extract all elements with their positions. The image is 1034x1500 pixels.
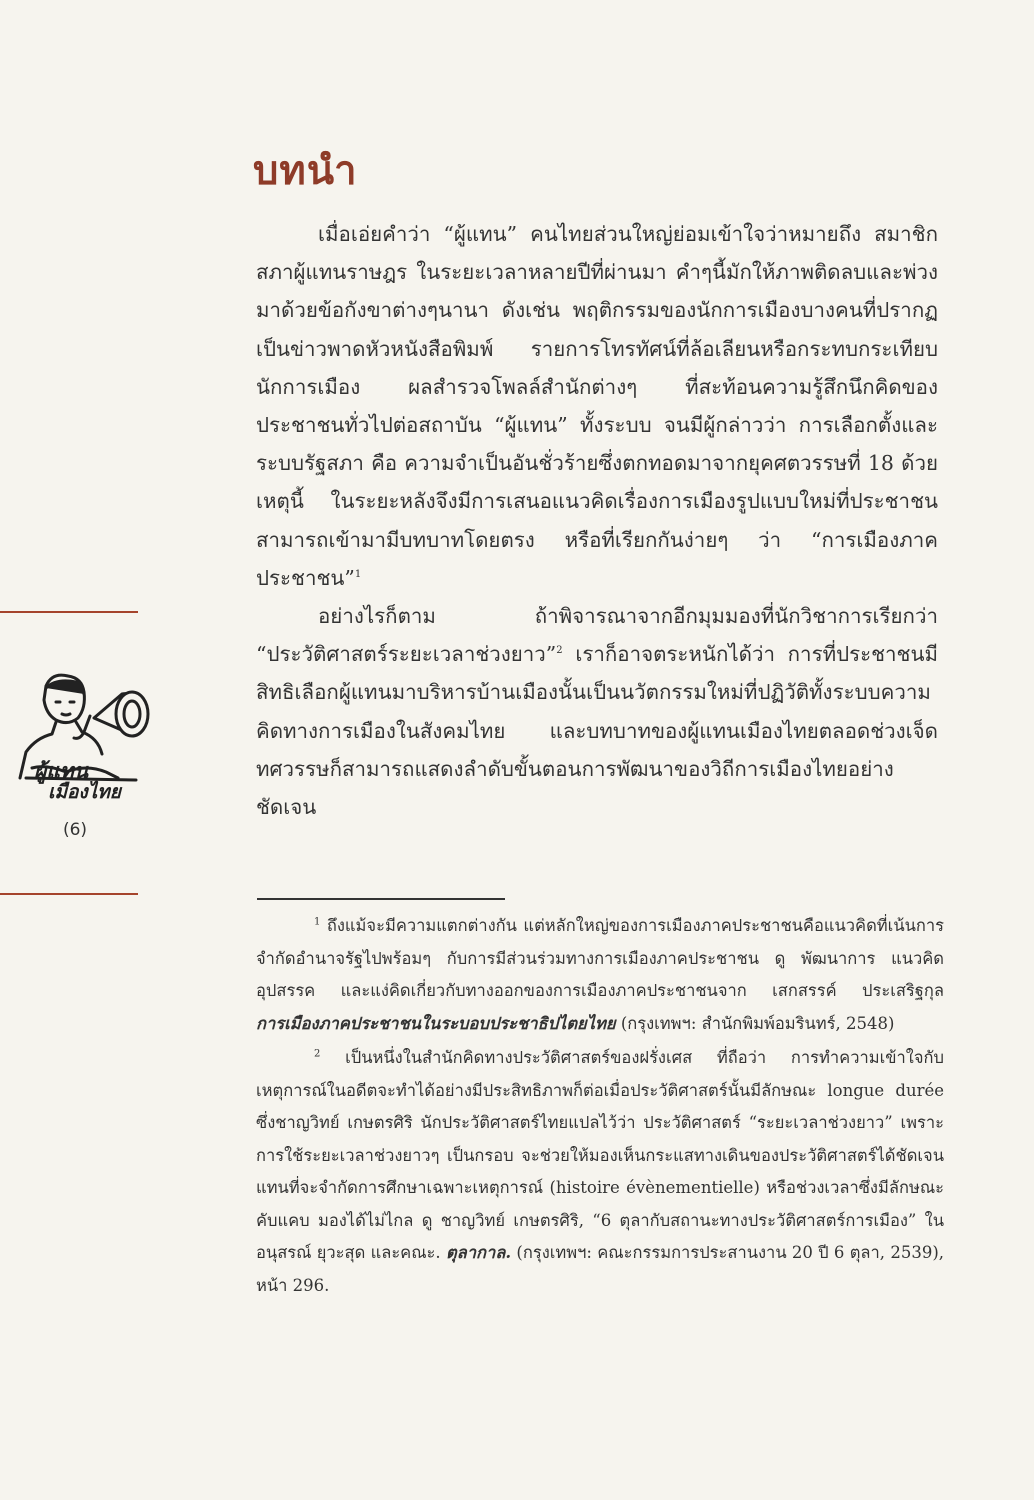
footnote-ref-2: 2	[556, 645, 563, 657]
chapter-title: บทนำ	[253, 147, 358, 194]
paragraph-2	[256, 597, 938, 826]
paragraph-2-text-a: อย่างไรก็ตาม ถ้าพิจารณาจากอีกมุมมองที่นักวิชาการเรียกว่า “ประวัติศาสตร์ระยะเวลาช่วงยาว”	[256, 604, 938, 667]
page-number: (6)	[62, 820, 88, 840]
megaphone-man-logo	[6, 668, 156, 806]
logo-text-top: ผู้แทน	[34, 758, 89, 783]
footnotes	[256, 910, 944, 1302]
logo-text-bottom: เมืองไทย	[48, 781, 121, 803]
footnote-separator	[257, 898, 505, 900]
footnote-1	[256, 910, 944, 1040]
footnote-2-book-title: ตุลากาล.	[445, 1243, 512, 1262]
paragraph-2-text-b: เราก็อาจตระหนักได้ว่า การที่ประชาชนมีสิทธิเลือกผู้แทนมาบริหารบ้านเมืองนั้นเป็นนวัตกรรมใหม่ที่ปฏิวัติทั้งระบบความคิดทางการเมืองในสังคมไทย และบทบาทของผู้แทนเมืองไทยตลอดช่วงเจ็ดทศวรรษก็สามารถแสดงลำดับขั้นตอนการพัฒนาของวิถีการเมืองไทยอย่างชัดเจน	[256, 642, 938, 820]
paragraph-1	[256, 215, 938, 597]
footnote-ref-1: 1	[354, 569, 362, 580]
footnote-2-marker: 2	[314, 1048, 321, 1060]
footnote-1-book-title: การเมืองภาคประชาชนในระบอบประชาธิปไตยไทย	[256, 1013, 616, 1033]
paragraph-1-text: เมื่อเอ่ยคำว่า “ผู้แทน” คนไทยส่วนใหญ่ย่อมเข้าใจว่าหมายถึง สมาชิกสภาผู้แทนราษฎร ในระยะเวลาหลายปีที่ผ่านมา คำๆนี้มักให้ภาพติดลบและพ่วงมาด้วยข้อกังขาต่างๆนานา ดังเช่น พฤติกรรมของนักการเมืองบางคนที่ปรากฏเป็นข่าวพาดหัวหนังสือพิมพ์ รายการโทรทัศน์ที่ล้อเลียนหรือกระทบกระเทียบนักการเมือง ผลสำรวจโพลล์สำนักต่างๆ ที่สะท้อนความรู้สึกนึกคิดของประชาชนทั่วไปต่อสถาบัน “ผู้แทน” ทั้งระบบ จนมีผู้กล่าวว่า การเลือกตั้งและระบบรัฐสภา คือ ความจำเป็นอันชั่วร้ายซึ่งตกทอดมาจากยุคศตวรรษที่ 18 ด้วยเหตุนี้ ในระยะหลังจึงมีการเสนอแนวคิดเรื่องการเมืองรูปแบบใหม่ที่ประชาชนสามารถเข้ามามีบทบาทโดยตรง หรือที่เรียกกันง่ายๆ ว่า “การเมืองภาคประชาชน”	[256, 222, 938, 590]
left-margin-rule-top	[0, 611, 138, 613]
body-text	[256, 215, 938, 826]
footnote-1-text: ถึงแม้จะมีความแตกต่างกัน แต่หลักใหญ่ของการเมืองภาคประชาชนคือแนวคิดที่เน้นการจำกัดอำนาจรัฐไปพร้อมๆ กับการมีส่วนร่วมทางการเมืองภาคประชาชน ดู พัฒนาการ แนวคิด อุปสรรค และแง่คิดเกี่ยวกับทางออกของการเมืองภาคประชาชนจาก เสกสรรค์ ประเสริฐกุล	[256, 916, 944, 1000]
footnote-2-text: เป็นหนึ่งในสำนักคิดทางประวัติศาสตร์ของฝรั่งเศส ที่ถือว่า การทำความเข้าใจกับเหตุการณ์ในอดีตจะทำได้อย่างมีประสิทธิภาพก็ต่อเมื่อประวัติศาสตร์นั้นมีลักษณะ longue durée ซึ่งชาญวิทย์ เกษตรศิริ นักประวัติศาสตร์ไทยแปลไว้ว่า ประวัติศาสตร์ “ระยะเวลาช่วงยาว” เพราะการใช้ระยะเวลาช่วงยาวๆ เป็นกรอบ จะช่วยให้มองเห็นกระแสทางเดินของประวัติศาสตร์ได้ชัดเจน แทนที่จะจำกัดการศึกษาเฉพาะเหตุการณ์ (histoire évènementielle) หรือช่วงเวลาซึ่งมีลักษณะคับแคบ มองได้ไม่ไกล ดู ชาญวิทย์ เกษตรศิริ, “6 ตุลากับสถานะทางประวัติศาสตร์การเมือง” ใน อนุสรณ์ ยุวะสุด และคณะ.	[256, 1048, 944, 1262]
footnote-1-publication: (กรุงเทพฯ: สำนักพิมพ์อมรินทร์, 2548)	[615, 1013, 895, 1033]
footnote-1-marker: 1	[314, 916, 321, 928]
footnote-2	[256, 1042, 944, 1302]
footnote-2-publication: (กรุงเทพฯ: คณะกรรมการประสานงาน 20 ปี 6 ตุลา, 2539), หน้า 296.	[256, 1243, 944, 1295]
left-margin-rule-bottom	[0, 893, 138, 895]
